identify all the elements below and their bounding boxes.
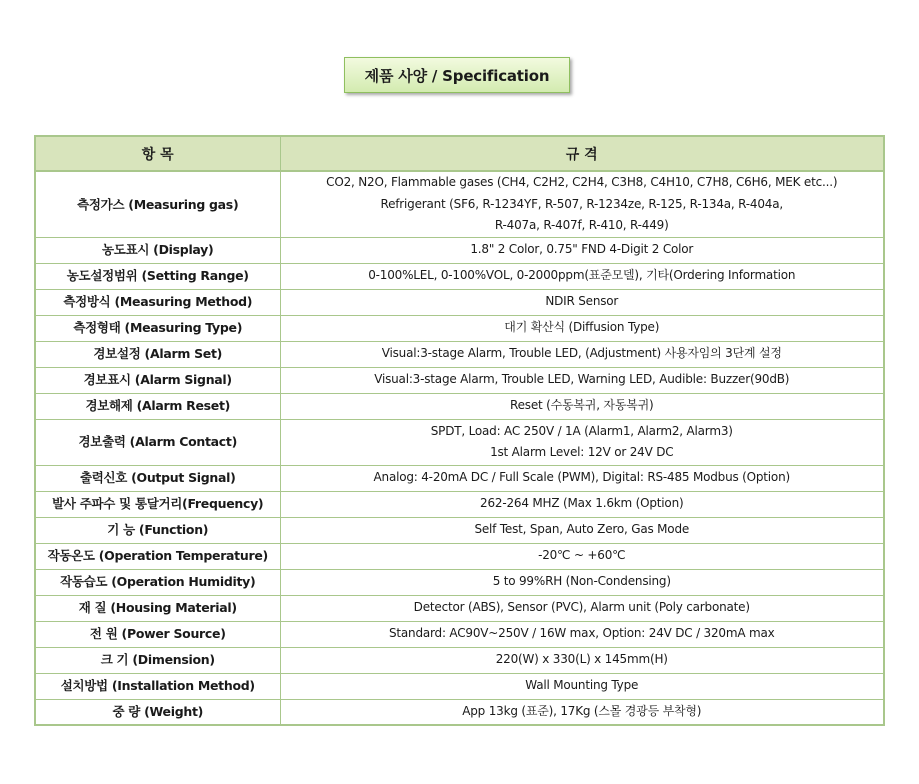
spec-item-label: 설치방법 (Installation Method) xyxy=(35,673,280,699)
spec-value-line: Analog: 4-20mA DC / Full Scale (PWM), Digital: RS-485 Modbus (Option) xyxy=(373,470,790,485)
header-spec: 규 격 xyxy=(280,136,884,171)
spec-item-label: 농도설정범위 (Setting Range) xyxy=(35,263,280,289)
spec-value-line: 262-264 MHZ (Max 1.6km (Option) xyxy=(480,496,684,511)
table-row xyxy=(35,419,884,465)
spec-value-line: CO2, N2O, Flammable gases (CH4, C2H2, C2H4, C3H8, C4H10, C7H8, C6H6, MEK etc...) xyxy=(326,175,838,189)
spec-item-value xyxy=(280,517,884,543)
spec-value-line: 0-100%LEL, 0-100%VOL, 0-2000ppm(표준모델), 기타(Ordering Information xyxy=(368,268,796,283)
table-row xyxy=(35,621,884,647)
header-item: 항 목 xyxy=(35,136,280,171)
spec-value-line: R-407a, R-407f, R-410, R-449) xyxy=(494,218,669,232)
spec-value-line: 220(W) x 330(L) x 145mm(H) xyxy=(495,652,668,667)
spec-value-line: Visual:3-stage Alarm, Trouble LED, Warning LED, Audible: Buzzer(90dB) xyxy=(374,372,790,387)
spec-value-line: Visual:3-stage Alarm, Trouble LED, (Adjustment) 사용자임의 3단계 설정 xyxy=(381,346,782,361)
page-title: 제품 사양 / Specification xyxy=(344,57,570,93)
spec-item-value xyxy=(280,367,884,393)
spec-item-value xyxy=(280,171,884,237)
spec-value-line: Wall Mounting Type xyxy=(525,678,639,693)
spec-item-label: 재 질 (Housing Material) xyxy=(35,595,280,621)
spec-item-label: 전 원 (Power Source) xyxy=(35,621,280,647)
table-row xyxy=(35,465,884,491)
table-row xyxy=(35,171,884,237)
spec-item-value xyxy=(280,491,884,517)
spec-value-line: SPDT, Load: AC 250V / 1A (Alarm1, Alarm2, Alarm3) xyxy=(430,423,733,438)
table-row xyxy=(35,289,884,315)
spec-item-label: 작동습도 (Operation Humidity) xyxy=(35,569,280,595)
spec-value-line: 1.8" 2 Color, 0.75" FND 4-Digit 2 Color xyxy=(470,242,694,257)
spec-item-value xyxy=(280,263,884,289)
spec-item-label: 경보출력 (Alarm Contact) xyxy=(35,419,280,465)
table-row xyxy=(35,699,884,725)
table-row xyxy=(35,315,884,341)
table-row xyxy=(35,263,884,289)
spec-item-label: 측정형태 (Measuring Type) xyxy=(35,315,280,341)
spec-value-line: 5 to 99%RH (Non-Condensing) xyxy=(492,574,671,589)
spec-item-value xyxy=(280,569,884,595)
spec-item-value xyxy=(280,673,884,699)
spec-item-label: 측정방식 (Measuring Method) xyxy=(35,289,280,315)
spec-item-value xyxy=(280,393,884,419)
spec-item-value xyxy=(280,419,884,465)
table-row xyxy=(35,543,884,569)
spec-item-value xyxy=(280,543,884,569)
spec-item-label: 발사 주파수 및 통달거리(Frequency) xyxy=(35,491,280,517)
spec-item-label: 경보표시 (Alarm Signal) xyxy=(35,367,280,393)
table-row xyxy=(35,517,884,543)
table-row xyxy=(35,673,884,699)
spec-value-line: 1st Alarm Level: 12V or 24V DC xyxy=(490,445,674,459)
spec-value-line: NDIR Sensor xyxy=(545,294,619,309)
spec-value-line: Self Test, Span, Auto Zero, Gas Mode xyxy=(474,522,690,537)
spec-item-value xyxy=(280,647,884,673)
spec-item-label: 경보해제 (Alarm Reset) xyxy=(35,393,280,419)
spec-value-line: Detector (ABS), Sensor (PVC), Alarm unit (Poly carbonate) xyxy=(413,600,750,615)
spec-item-label: 중 량 (Weight) xyxy=(35,699,280,725)
table-row xyxy=(35,569,884,595)
spec-item-label: 경보설정 (Alarm Set) xyxy=(35,341,280,367)
specification-table xyxy=(34,135,885,726)
spec-item-value xyxy=(280,699,884,725)
spec-item-value xyxy=(280,465,884,491)
spec-value-line: 대기 확산식 (Diffusion Type) xyxy=(504,320,660,335)
spec-value-line: -20℃ ~ +60℃ xyxy=(538,548,626,563)
table-row xyxy=(35,367,884,393)
spec-item-label: 측정가스 (Measuring gas) xyxy=(35,171,280,237)
table-row xyxy=(35,595,884,621)
spec-item-label: 출력신호 (Output Signal) xyxy=(35,465,280,491)
spec-item-value xyxy=(280,341,884,367)
table-header-row xyxy=(35,136,884,171)
spec-item-label: 기 능 (Function) xyxy=(35,517,280,543)
table-row xyxy=(35,647,884,673)
spec-item-value xyxy=(280,315,884,341)
spec-item-value xyxy=(280,289,884,315)
spec-item-label: 작동온도 (Operation Temperature) xyxy=(35,543,280,569)
spec-value-line: App 13kg (표준), 17Kg (스몰 경광등 부착형) xyxy=(462,704,702,718)
spec-value-line: Refrigerant (SF6, R-1234YF, R-507, R-1234ze, R-125, R-134a, R-404a, xyxy=(380,196,784,211)
table-row xyxy=(35,491,884,517)
spec-item-value xyxy=(280,237,884,263)
spec-value-line: Standard: AC90V~250V / 16W max, Option: 24V DC / 320mA max xyxy=(388,626,775,641)
spec-item-value xyxy=(280,621,884,647)
spec-item-value xyxy=(280,595,884,621)
table-row xyxy=(35,237,884,263)
table-row xyxy=(35,393,884,419)
spec-value-line: Reset (수동복귀, 자동복귀) xyxy=(510,398,654,413)
spec-item-label: 크 기 (Dimension) xyxy=(35,647,280,673)
spec-item-label: 농도표시 (Display) xyxy=(35,237,280,263)
table-row xyxy=(35,341,884,367)
table-body xyxy=(35,171,884,725)
